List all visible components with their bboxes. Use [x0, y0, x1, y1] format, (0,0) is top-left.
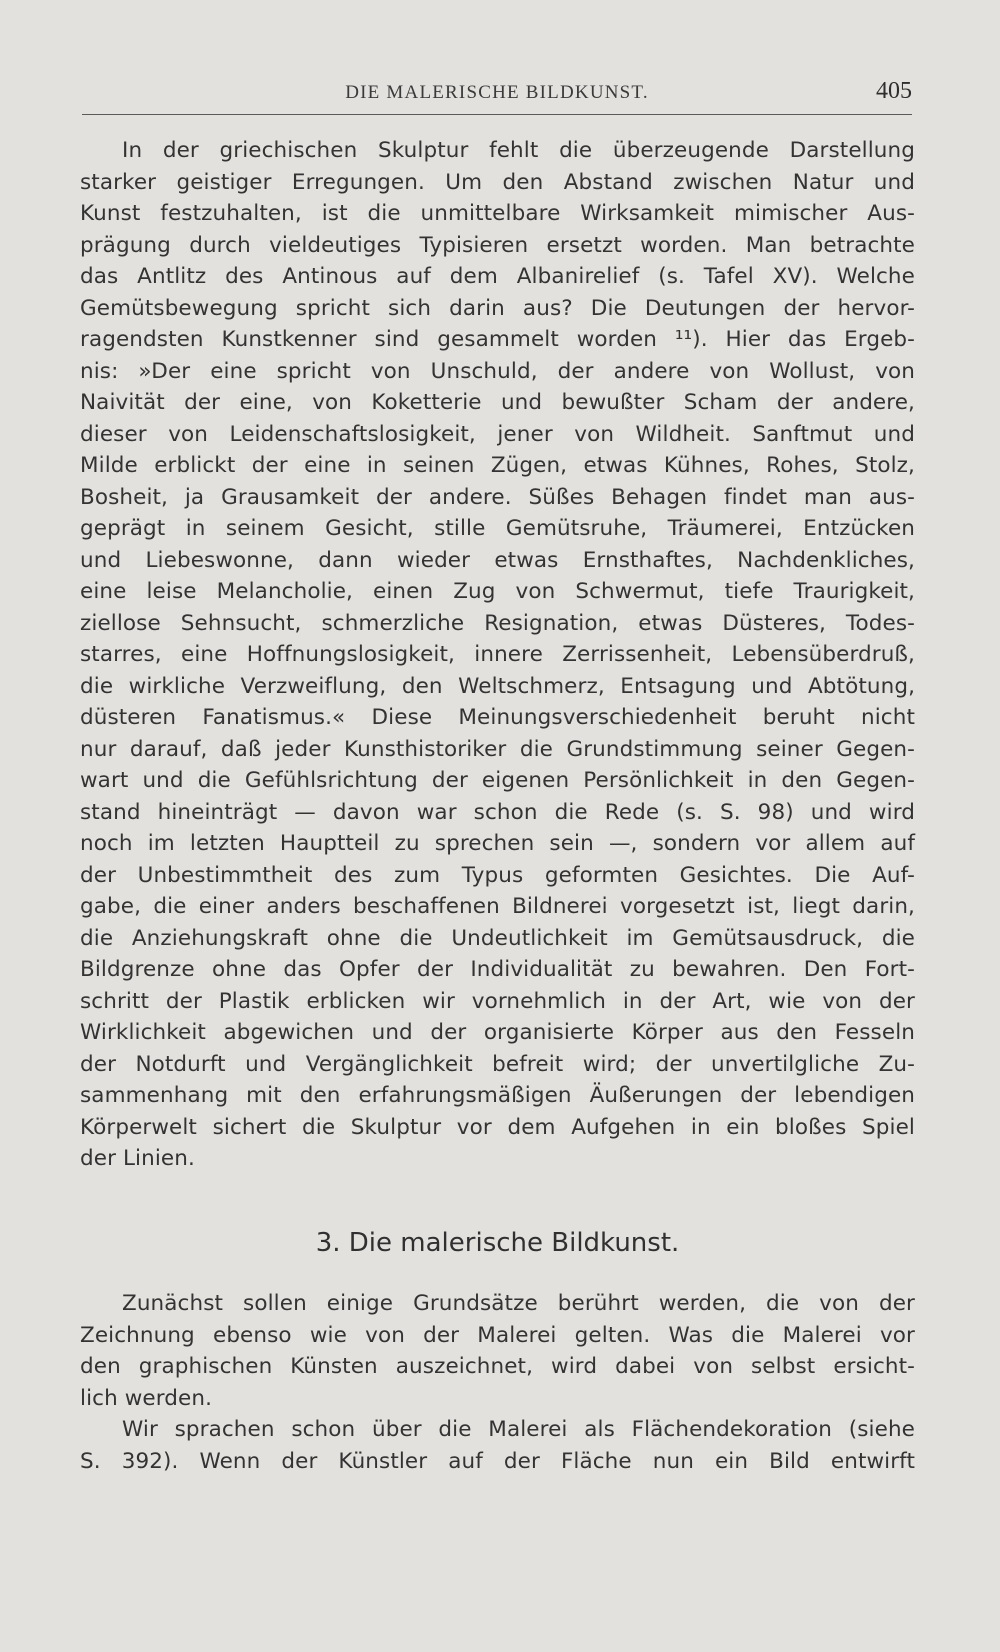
text-line: ziellose Sehnsucht, schmerzliche Resignation, etwas Düsteres, Todes- [80, 610, 915, 636]
text-line: prägung durch vieldeutiges Typisieren ersetzt worden. Man betrachte [80, 232, 915, 258]
text-line: geprägt in seinem Gesicht, stille Gemütsruhe, Träumerei, Entzücken [80, 516, 915, 541]
text-line: stand hineinträgt — davon war schon die Rede (s. S. 98) und wird [80, 799, 915, 825]
text-line: nur darauf, daß jeder Kunsthistoriker die Grundstimmung seiner Gegen- [80, 736, 915, 762]
text-line: die Anziehungskraft ohne die Undeutlichkeit im Gemütsausdruck, die [80, 925, 915, 951]
text-line: starres, eine Hoffnungslosigkeit, innere Zerrissenheit, Lebensüberdruß, [80, 642, 915, 667]
text-line: starker geistiger Erregungen. Um den Abstand zwischen Natur und [80, 169, 915, 195]
text-line: Kunst festzuhalten, ist die unmittelbare Wirksamkeit mimischer Aus- [80, 201, 915, 226]
text-line: Zeichnung ebenso wie von der Malerei gelten. Was die Malerei vor [80, 1322, 915, 1348]
text-line: Zunächst sollen einige Grundsätze berührt werden, die von der [122, 1291, 915, 1316]
text-line: nis: »Der eine spricht von Unschuld, der andere von Wollust, von [80, 358, 915, 384]
running-header [82, 78, 912, 115]
text-line: Bildgrenze ohne das Opfer der Individualität zu bewahren. Den Fort- [80, 957, 915, 982]
text-line: den graphischen Künsten auszeichnet, wird dabei von selbst ersicht- [80, 1354, 915, 1379]
text-line: Körperwelt sichert die Skulptur vor dem Aufgehen in ein bloßes Spiel [80, 1114, 915, 1140]
text-line: In der griechischen Skulptur fehlt die überzeugende Darstellung [122, 138, 915, 163]
text-line: Naivität der eine, von Koketterie und bewußter Scham der andere, [80, 390, 915, 415]
text-line: der Notdurft und Vergänglichkeit befreit wird; der unvertilgliche Zu- [80, 1051, 915, 1077]
text-line: der Unbestimmtheit des zum Typus geformten Gesichtes. Die Auf- [80, 862, 915, 888]
text-line: noch im letzten Hauptteil zu sprechen sein —, sondern vor allem auf [80, 831, 915, 856]
paragraph-1 [80, 135, 915, 1175]
page-number: 405 [876, 78, 912, 104]
text-line: gabe, die einer anders beschaffenen Bildnerei vorgesetzt ist, liegt darin, [80, 894, 915, 919]
text-line: wart und die Gefühlsrichtung der eigenen Persönlichkeit in den Gegen- [80, 768, 915, 793]
text-line: eine leise Melancholie, einen Zug von Schwermut, tiefe Traurigkeit, [80, 579, 915, 604]
text-line: Wirklichkeit abgewichen und der organisierte Körper aus den Fesseln [80, 1020, 915, 1045]
text-line: Wir sprachen schon über die Malerei als Flächendekoration (siehe [122, 1417, 915, 1442]
text-line: Gemütsbewegung spricht sich darin aus? Die Deutungen der hervor- [80, 295, 915, 321]
text-line: Milde erblickt der eine in seinen Zügen, etwas Kühnes, Rohes, Stolz, [80, 453, 915, 478]
text-line: düsteren Fanatismus.« Diese Meinungsverschiedenheit beruht nicht [80, 705, 915, 730]
text-line: Bosheit, ja Grausamkeit der andere. Süßes Behagen findet man aus- [80, 484, 915, 510]
text-line: und Liebeswonne, dann wieder etwas Ernsthaftes, Nachdenkliches, [80, 547, 915, 573]
section-heading: 3. Die malerische Bildkunst. [315, 1228, 680, 1258]
text-line: dieser von Leidenschaftslosigkeit, jener von Wildheit. Sanftmut und [80, 421, 915, 447]
running-title: DIE MALERISCHE BILDKUNST. [345, 82, 649, 103]
text-line: das Antlitz des Antinous auf dem Albanirelief (s. Tafel XV). Welche [80, 264, 915, 289]
text-line: S. 392). Wenn der Künstler auf der Fläche nun ein Bild entwirft [80, 1448, 915, 1474]
text-line: schritt der Plastik erblicken wir vornehmlich in der Art, wie von der [80, 988, 915, 1014]
text-line: lich werden. [80, 1385, 213, 1411]
text-line: sammenhang mit den erfahrungsmäßigen Äußerungen der lebendigen [80, 1083, 915, 1108]
text-line: die wirkliche Verzweiflung, den Weltschmerz, Entsagung und Abtötung, [80, 673, 915, 699]
text-line: der Linien. [80, 1146, 195, 1171]
text-line: ragendsten Kunstkenner sind gesammelt worden ¹¹). Hier das Ergeb- [80, 327, 915, 352]
paragraph-2 [80, 1288, 915, 1477]
